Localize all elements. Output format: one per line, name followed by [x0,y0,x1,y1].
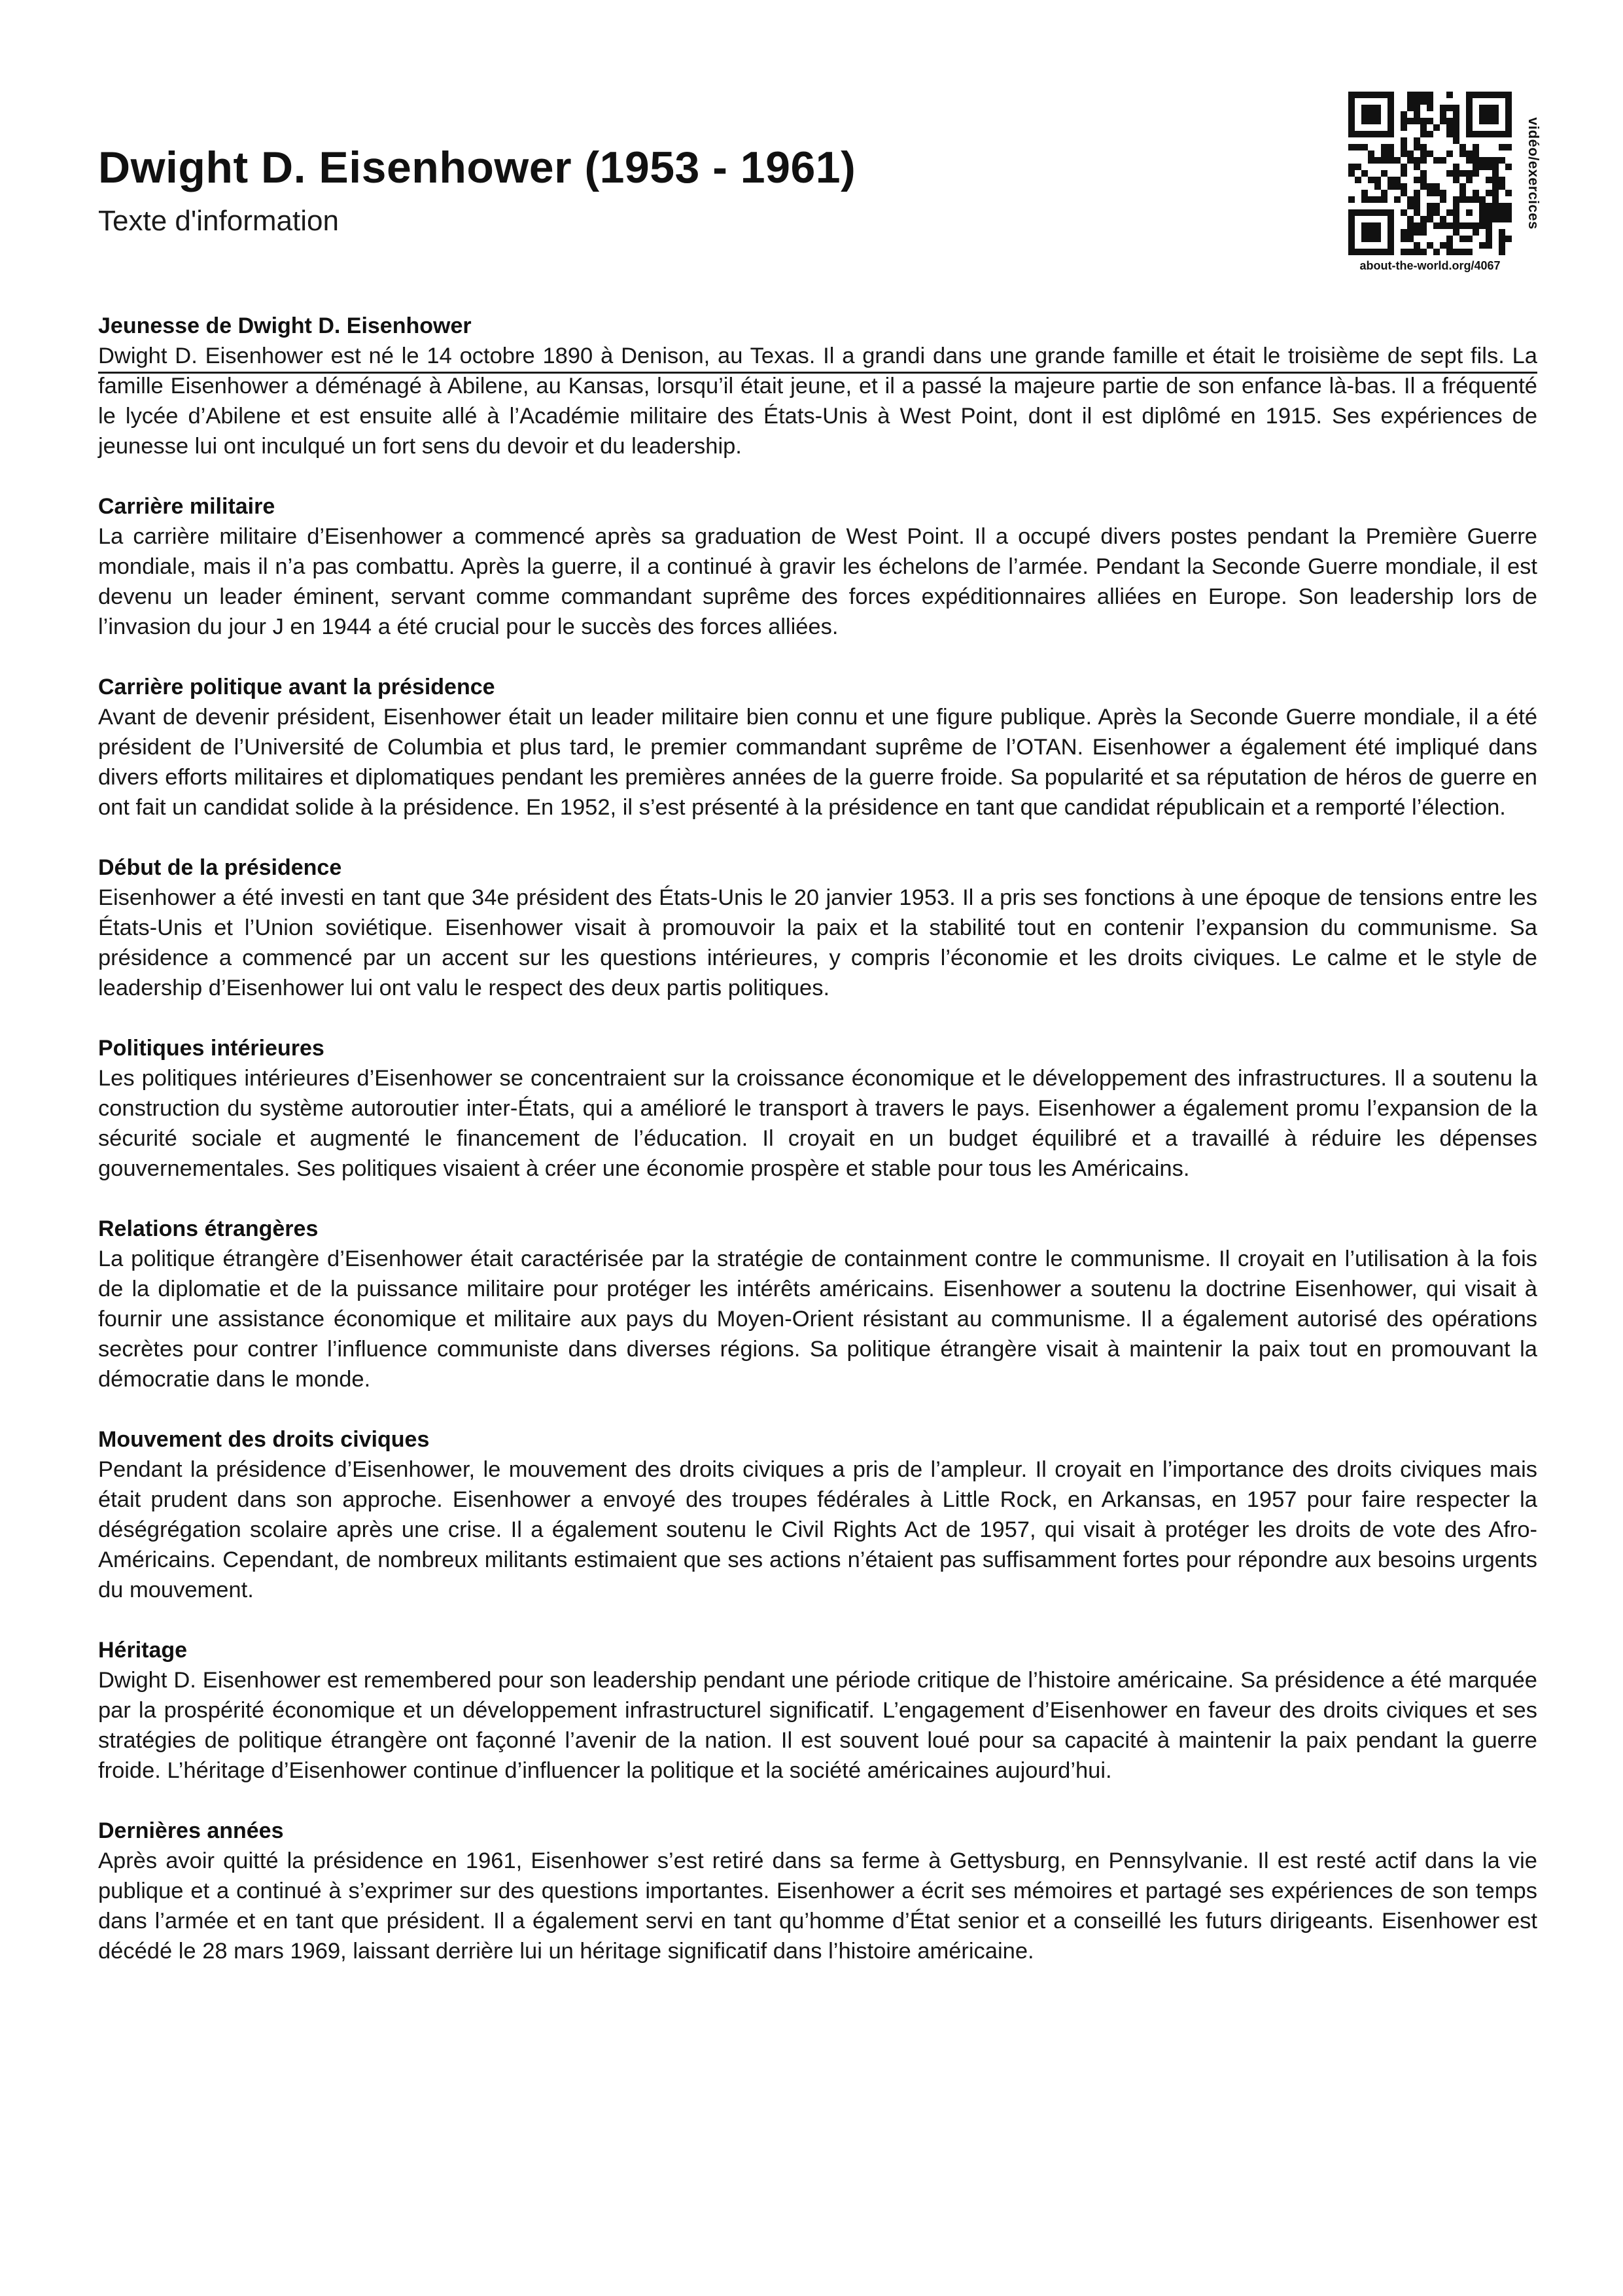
section-body: Dwight D. Eisenhower est remembered pour son leadership pendant une période critique de l’histoire américaine. Sa présidence a été marquée par la prospérité économique et un développement infrastructurel significatif. L’engagement d’Eisenhower en faveur des droits civiques et ses stratégies de politique étrangère ont façonné l’avenir de la nation. Il est souvent loué pour sa capacité à maintenir la paix pendant la guerre froide. L’héritage d’Eisenhower continue d’influencer la politique et la société américaines aujourd’hui. [98,1668,1537,1783]
page-subtitle: Texte d'information [98,205,339,237]
text-section [98,672,1537,822]
section-heading: Carrière militaire [98,494,275,519]
section-body: Avant de devenir président, Eisenhower était un leader militaire bien connu et une figure publique. Après la Seconde Guerre mondiale, il a été président de l’Université de Columbia et plus tard, le premier commandant suprême de l’OTAN. Eisenhower a également été impliqué dans divers efforts militaires et diplomatiques pendant les premières années de la guerre froide. Sa popularité et sa réputation de héros de guerre en ont fait un candidat solide à la présidence. En 1952, il s’est présenté à la présidence en tant que candidat républicain et a remporté l’élection. [98,705,1537,820]
section-heading: Dernières années [98,1818,284,1843]
text-section [98,1424,1537,1605]
section-body: Pendant la présidence d’Eisenhower, le mouvement des droits civiques a pris de l’ampleur. Il croyait en l’importance des droits civiques mais était prudent dans son approche. Eisenhower a envoyé des troupes fédérales à Little Rock, en Arkansas, en 1957 pour faire respecter la déségrégation scolaire après une crise. Il a également soutenu le Civil Rights Act de 1957, qui visait à protéger les droits de vote des Afro-Américains. Cependant, de nombreux militants estimaient que ses actions n’étaient pas suffisamment fortes pour répondre aux besoins urgents du mouvement. [98,1457,1537,1602]
section-body: Dwight D. Eisenhower est né le 14 octobre 1890 à Denison, au Texas. Il a grandi dans une grande famille et était le troisième de sept fils. La famille Eisenhower a déménagé à Abilene, au Kansas, lorsqu’il était jeune, et il a passé la majeure partie de son enfance là-bas. Il a fréquenté le lycée d’Abilene et est ensuite allé à l’Académie militaire des États-Unis à West Point, dont il est diplômé en 1915. Ses expériences de jeunesse lui ont inculqué un fort sens du devoir et du leadership. [98,344,1537,459]
qr-url-link[interactable]: about-the-world.org/4067 [1359,259,1501,272]
section-heading: Politiques intérieures [98,1036,324,1061]
qr-code-icon[interactable] [1348,92,1512,255]
qr-side-label: vidéo/exercices [1526,117,1542,230]
section-body: La carrière militaire d’Eisenhower a commencé après sa graduation de West Point. Il a occupé divers postes pendant la Première Guerre mondiale, mais il n’a pas combattu. Après la guerre, il a continué à gravir les échelons de l’armée. Pendant la Seconde Guerre mondiale, il est devenu un leader éminent, servant comme commandant suprême des forces expéditionnaires alliées en Europe. Son leadership lors de l’invasion du jour J en 1944 a été crucial pour le succès des forces alliées. [98,524,1537,639]
section-heading: Mouvement des droits civiques [98,1427,430,1452]
section-heading: Héritage [98,1638,188,1663]
text-section [98,1214,1537,1394]
document-page [98,0,1542,2296]
section-heading: Relations étrangères [98,1216,319,1241]
document-content [98,311,1537,1996]
text-section [98,853,1537,1003]
section-body: Les politiques intérieures d’Eisenhower se concentraient sur la croissance économique et le développement des infrastructures. Il a soutenu la construction du système autoroutier inter-États, qui a amélioré le transport à travers le pays. Eisenhower a également promu l’expansion de la sécurité sociale et augmenté le financement de l’éducation. Il croyait en un budget équilibré et a travaillé à réduire les dépenses gouvernementales. Ses politiques visaient à créer une économie prospère et stable pour tous les Américains. [98,1066,1537,1181]
document-header [98,92,1542,281]
section-body: Eisenhower a été investi en tant que 34e président des États-Unis le 20 janvier 1953. Il a pris ses fonctions à une époque de tensions entre les États-Unis et l’Union soviétique. Eisenhower visait à promouvoir la paix et la stabilité tout en contenir l’expansion du communisme. Sa présidence a commencé par un accent sur les questions intérieures, y compris l’économie et les droits civiques. Le calme et le style de leadership d’Eisenhower lui ont valu le respect des deux partis politiques. [98,885,1537,1000]
text-section [98,1816,1537,1966]
text-section [98,1033,1537,1184]
section-heading: Début de la présidence [98,855,342,880]
section-body: Après avoir quitté la présidence en 1961, Eisenhower s’est retiré dans sa ferme à Gettysburg, en Pennsylvanie. Il est resté actif dans la vie publique et a continué à s’exprimer sur des questions importantes. Eisenhower a écrit ses mémoires et partagé ses expériences de son temps dans l’armée et en tant que président. Il a également servi en tant qu’homme d’État senior et a conseillé les futurs dirigeants. Eisenhower est décédé le 28 mars 1969, laissant derrière lui un héritage significatif dans l’histoire américaine. [98,1848,1537,1964]
section-heading: Jeunesse de Dwight D. Eisenhower [98,313,472,338]
text-section [98,1635,1537,1786]
section-heading: Carrière politique avant la présidence [98,675,495,699]
text-section [98,311,1537,461]
section-body: La politique étrangère d’Eisenhower était caractérisée par la stratégie de containment contre le communisme. Il croyait en l’utilisation à la fois de la diplomatie et de la puissance militaire pour protéger les intérêts américains. Eisenhower a soutenu la doctrine Eisenhower, qui visait à fournir une assistance économique et militaire aux pays du Moyen-Orient résistant au communisme. Il a également autorisé des opérations secrètes pour contrer l’influence communiste dans diverses régions. Sa politique étrangère visait à maintenir la paix tout en promouvant la démocratie dans le monde. [98,1246,1537,1392]
text-section [98,491,1537,642]
page-title: Dwight D. Eisenhower (1953 - 1961) [98,143,856,192]
